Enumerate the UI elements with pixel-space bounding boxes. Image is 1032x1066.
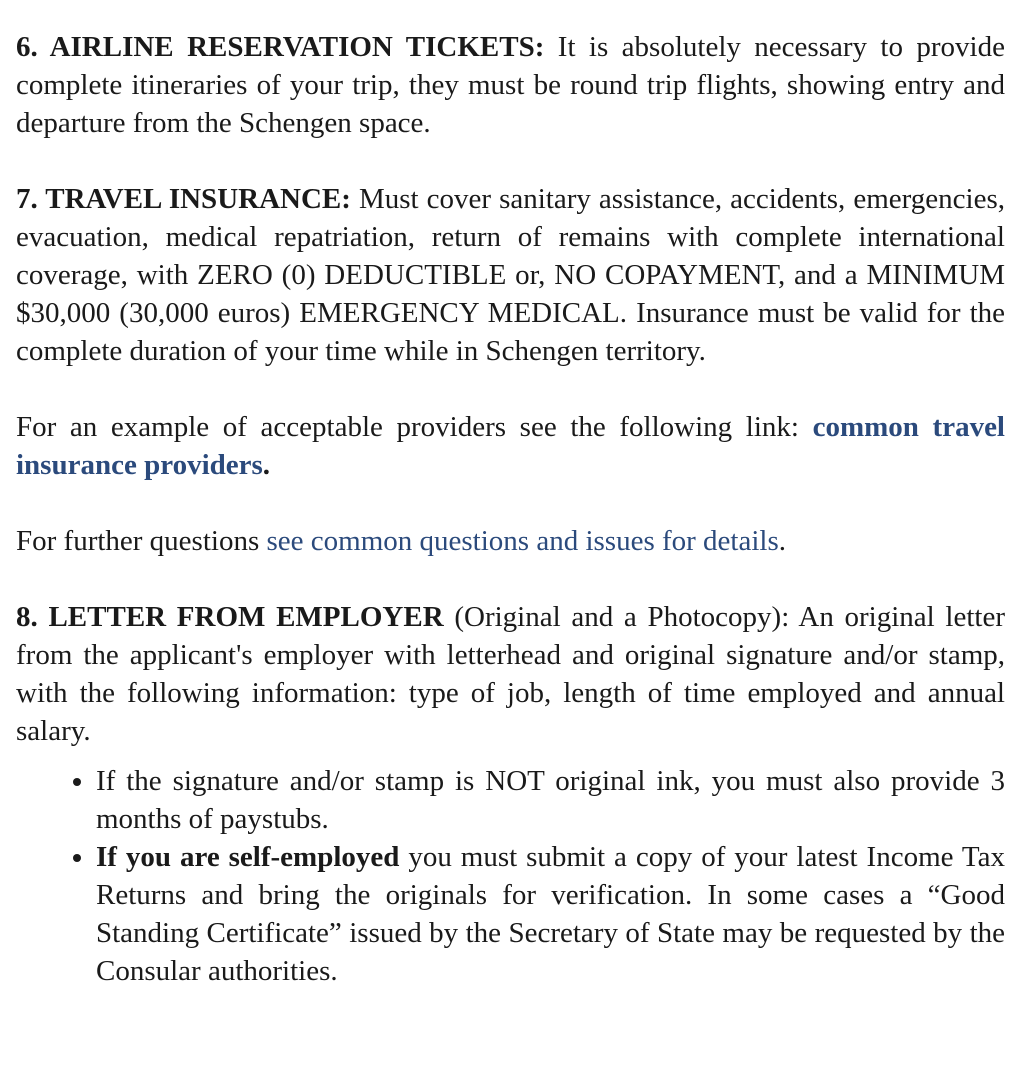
section-8-bullet-list	[16, 762, 1005, 990]
insurance-providers-link[interactable]: common travel insurance providers	[16, 411, 1005, 481]
section-7-travel-insurance	[16, 180, 1005, 370]
section-6-heading: 6. AIRLINE RESERVATION TICKETS:	[16, 31, 545, 63]
section-6-body: It is absolutely necessary to provide complete itineraries of your trip, they must be round trip flights, showing entry and departure from the Schengen space.	[16, 31, 1005, 139]
questions-paragraph	[16, 522, 1005, 560]
questions-period: .	[778, 525, 786, 557]
bullet-self-employed-text: you must submit a copy of your latest Income Tax Returns and bring the originals for verification. In some cases a “Good Standing Certificate” issued by the Secretary of State may be requested by the Consular authorities.	[96, 841, 1005, 987]
questions-text: For further questions	[16, 525, 267, 557]
section-7-heading: 7. TRAVEL INSURANCE:	[16, 183, 351, 215]
section-8-heading: 8. LETTER FROM EMPLOYER	[16, 601, 444, 633]
providers-paragraph	[16, 408, 1005, 484]
section-8-body: (Original and a Photocopy): An original letter from the applicant's employer with letterhead and original signature and/or stamp, with the following information: type of job, length of time employed and annual salary.	[16, 601, 1005, 747]
bullet-paystubs-text: If the signature and/or stamp is NOT original ink, you must also provide 3 months of paystubs.	[96, 765, 1005, 835]
section-6-airline-tickets	[16, 28, 1005, 142]
providers-period: .	[262, 449, 271, 481]
bullet-paystubs	[96, 762, 1005, 838]
providers-text: For an example of acceptable providers see the following link:	[16, 411, 813, 443]
bullet-self-employed-heading: If you are self-employed	[96, 841, 400, 873]
bullet-self-employed	[96, 838, 1005, 990]
section-8-employer-letter	[16, 598, 1005, 750]
common-questions-link[interactable]: see common questions and issues for details	[266, 525, 779, 557]
section-7-body: Must cover sanitary assistance, accidents, emergencies, evacuation, medical repatriation, return of remains with complete international coverage, with ZERO (0) DEDUCTIBLE or, NO COPAYMENT, and a MINIMUM $30,000 (30,000 euros) EMERGENCY MEDICAL. Insurance must be valid for the complete duration of your time while in Schengen territory.	[16, 183, 1005, 367]
